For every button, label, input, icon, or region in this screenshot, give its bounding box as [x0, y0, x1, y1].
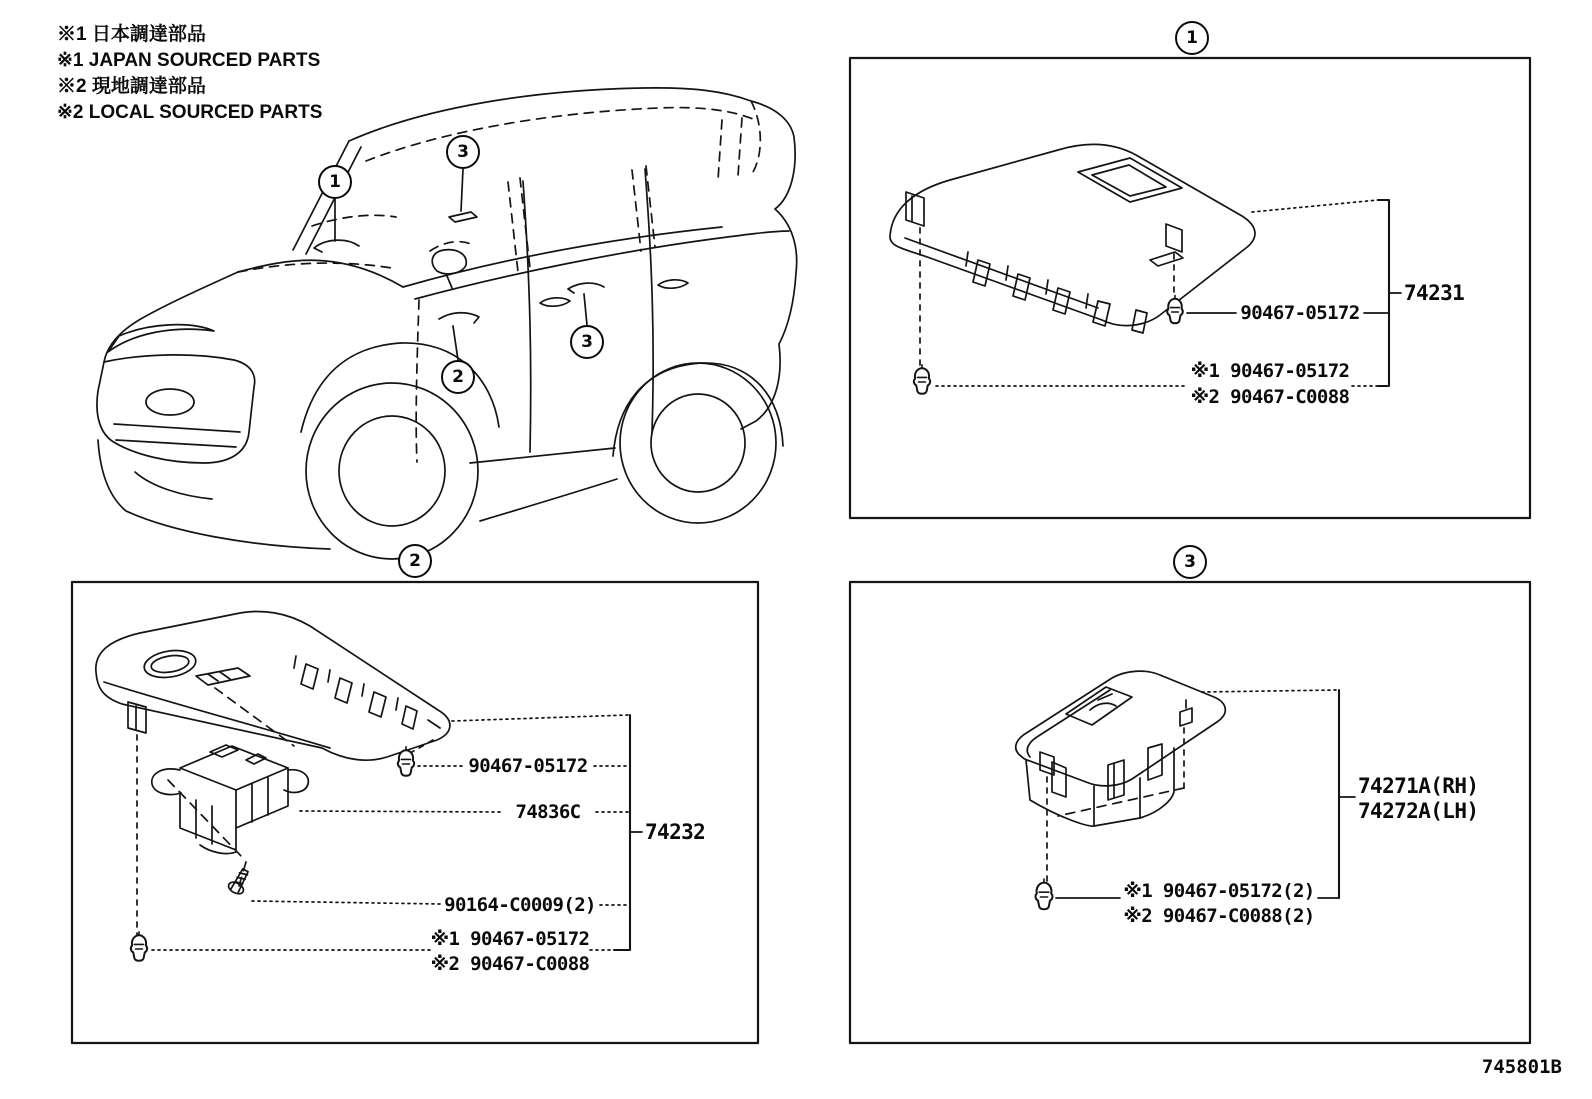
section-number: 2: [409, 551, 421, 571]
part-number-74271A-RH[interactable]: 74271A(RH): [1358, 774, 1479, 798]
callout-number: 1: [329, 172, 341, 192]
section-number: 3: [1184, 552, 1196, 572]
part-number-alt2-90467-C0088[interactable]: ※2 90467-C0088: [430, 953, 590, 975]
bezel-74271-drawing: [1016, 671, 1355, 909]
car-callout-circle-3a[interactable]: [446, 135, 480, 169]
callout-number: 3: [581, 332, 593, 352]
legend: [57, 22, 322, 126]
part-number-alt1-90467-05172[interactable]: ※1 90467-05172: [1190, 360, 1350, 382]
legend-line-japan-en: ※1 JAPAN SOURCED PARTS: [57, 50, 321, 71]
section-number: 1: [1186, 28, 1198, 48]
panel-74231-drawing: [890, 144, 1401, 393]
callout-number: 2: [452, 367, 464, 387]
part-number-74231[interactable]: 74231: [1404, 281, 1465, 305]
car-callout-circle-2[interactable]: [441, 360, 475, 394]
part-number-74836C[interactable]: 74836C: [515, 801, 581, 823]
section-circle-3[interactable]: [1173, 545, 1207, 579]
legend-line-local-jp: ※2 現地調達部品: [57, 76, 206, 97]
section-circle-2[interactable]: [398, 544, 432, 578]
legend-line-japan-jp: ※1 日本調達部品: [57, 24, 206, 45]
part-number-alt2-90467-C0088[interactable]: ※2 90467-C0088(2): [1123, 905, 1315, 927]
part-number-74232[interactable]: 74232: [645, 820, 706, 844]
part-number-alt1-90467-05172[interactable]: ※1 90467-05172: [430, 928, 590, 950]
part-number-clip-90467-05172[interactable]: 90467-05172: [1240, 302, 1360, 324]
part-number-alt2-90467-C0088[interactable]: ※2 90467-C0088: [1190, 386, 1350, 408]
part-number-alt1-90467-05172[interactable]: ※1 90467-05172(2): [1123, 880, 1315, 902]
part-number-screw-90164-C0009[interactable]: 90164-C0009(2): [444, 894, 596, 916]
callout-number: 3: [457, 142, 469, 162]
section-circle-1[interactable]: [1175, 21, 1209, 55]
part-number-74272A-LH[interactable]: 74272A(LH): [1358, 799, 1479, 823]
car-callout-circle-3b[interactable]: [570, 325, 604, 359]
part-number-clip-90467-05172[interactable]: 90467-05172: [468, 755, 588, 777]
figure-code: 745801B: [1481, 1056, 1562, 1078]
legend-line-local-en: ※2 LOCAL SOURCED PARTS: [57, 102, 323, 123]
car-callout-circle-1[interactable]: [318, 165, 352, 199]
